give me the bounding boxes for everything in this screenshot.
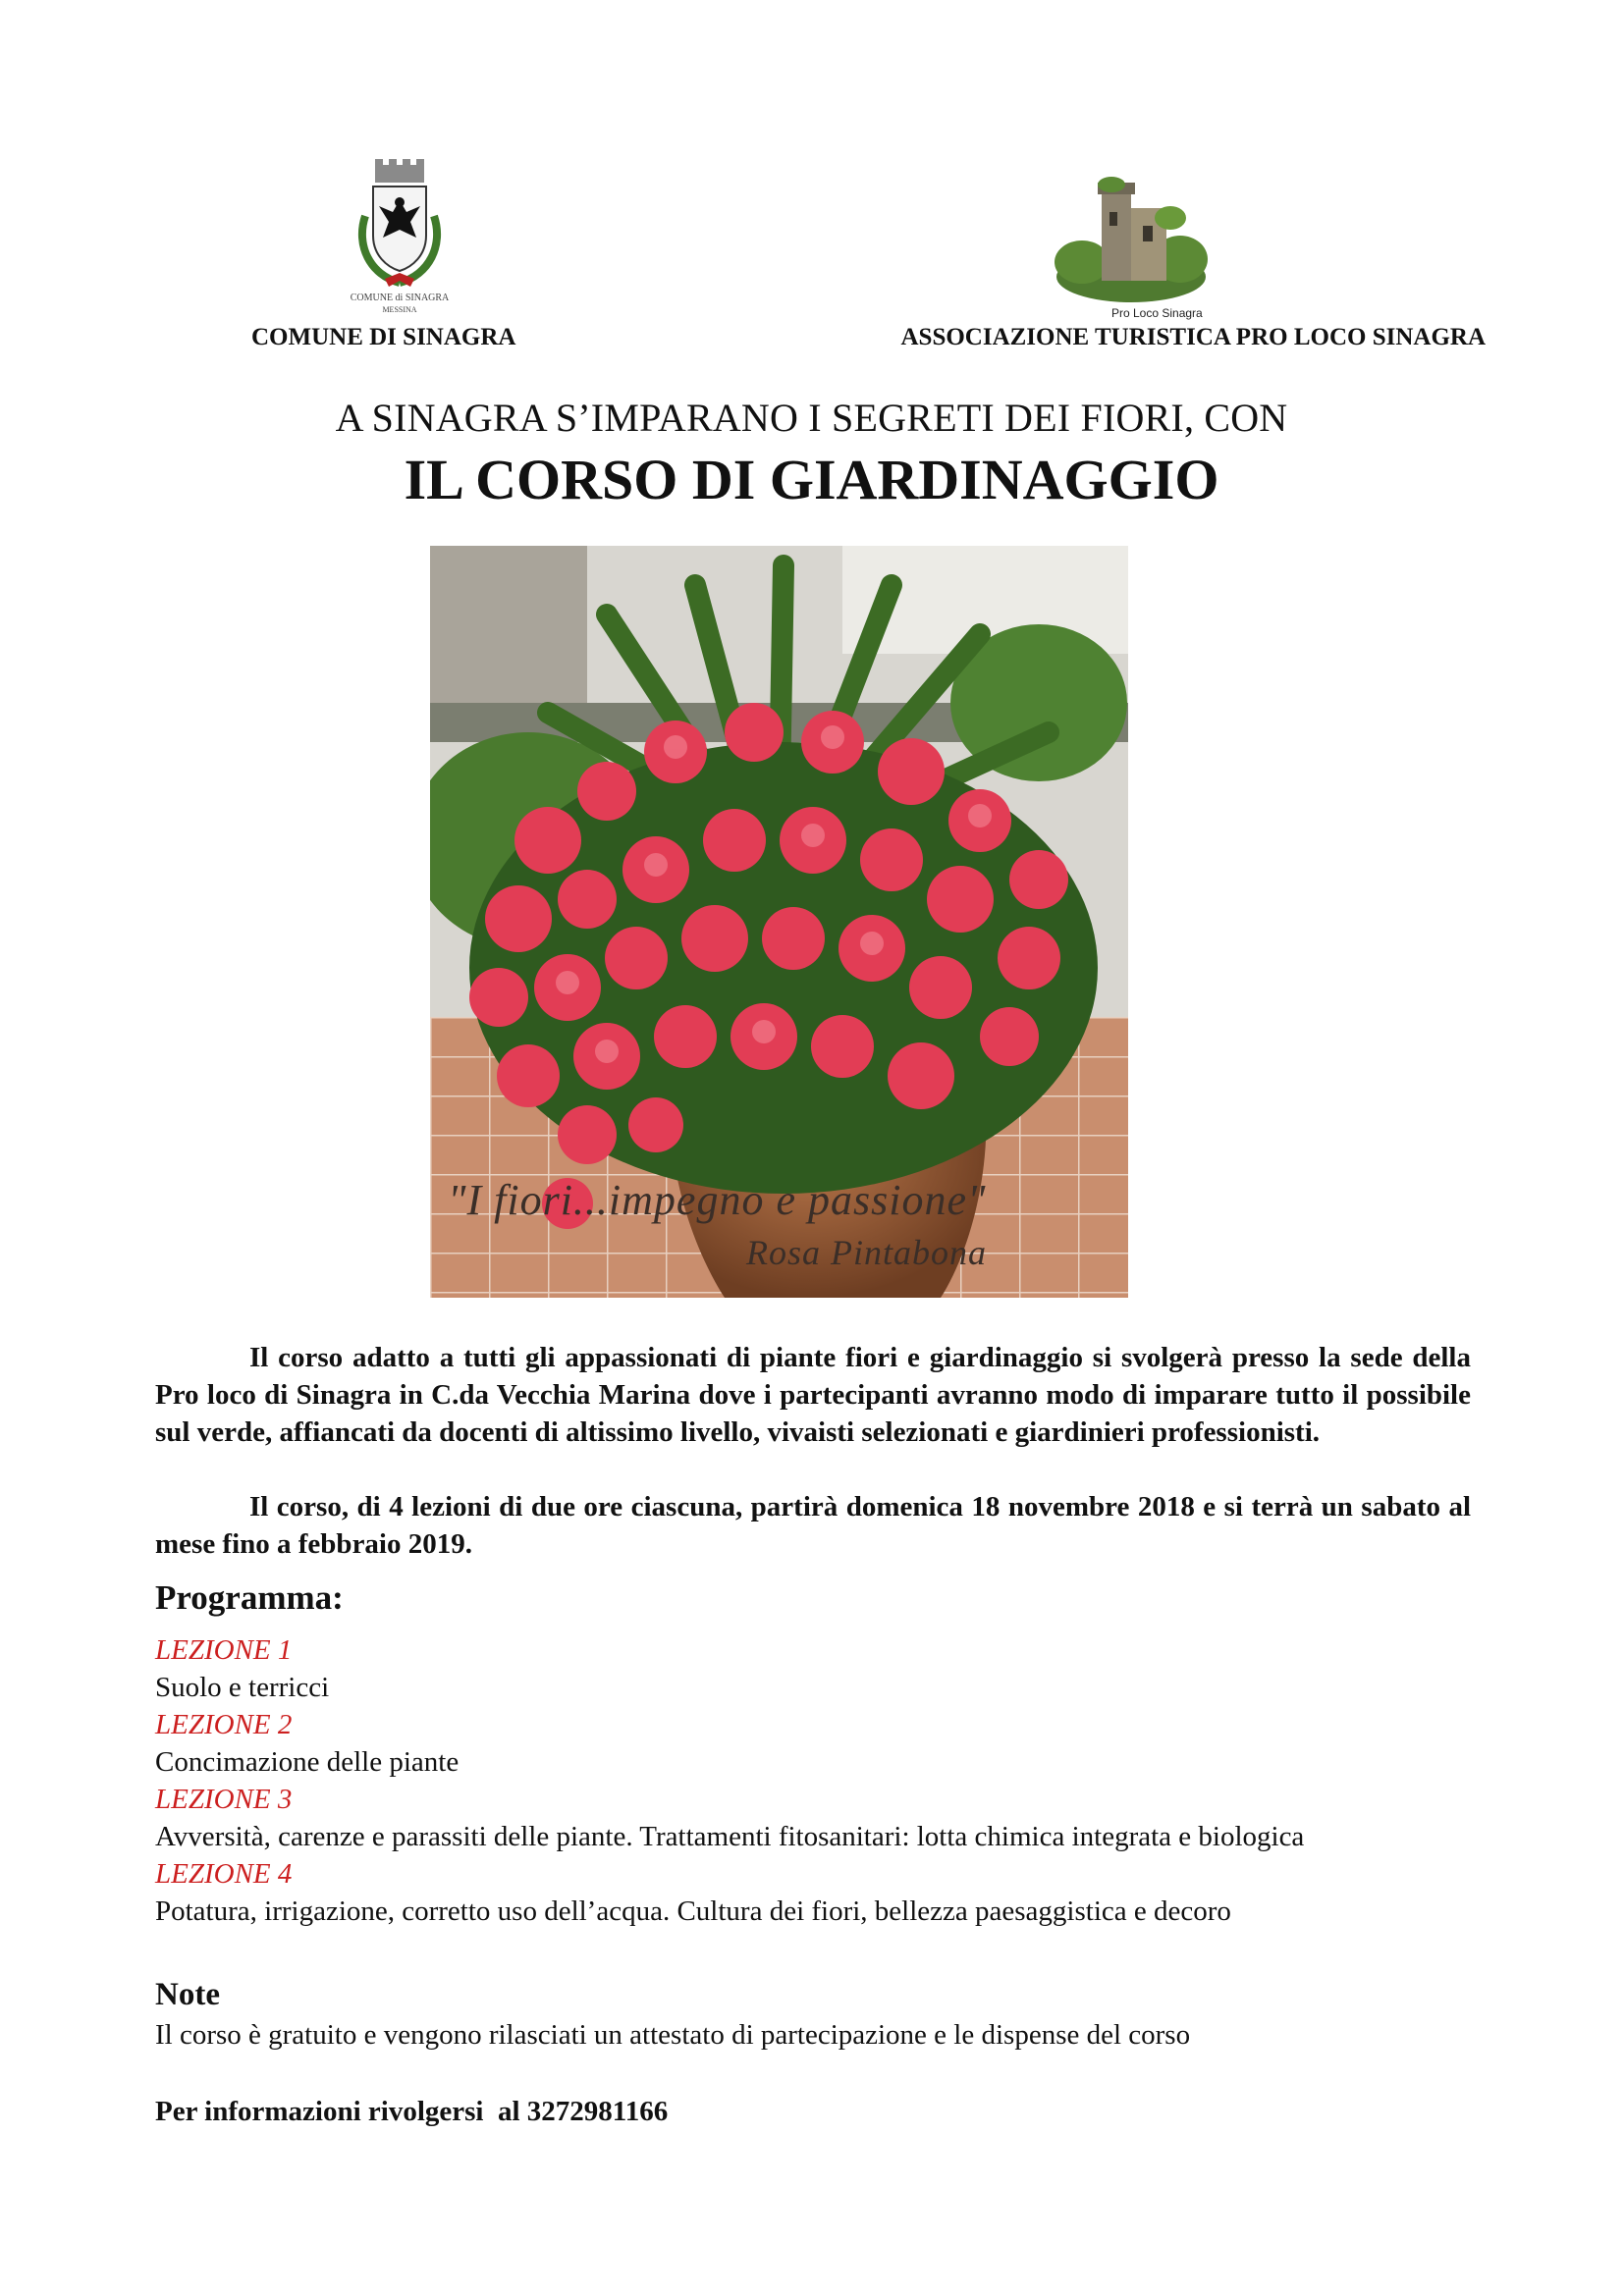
association-label: ASSOCIAZIONE TURISTICA PRO LOCO SINAGRA	[900, 324, 1486, 350]
note-heading: Note	[155, 1977, 220, 2012]
intro-paragraph-text: Il corso adatto a tutti gli appassionati di piante fiori e giardinaggio si svolgerà presso la sede della Pro loco di Sinagra in C.da Vecchia Marina dove i partecipanti avranno modo di imparare tutto il possibile sul verde, affiancati da docenti di altissimo livello, vivaisti selezionati e giardinieri professionisti.	[155, 1342, 1471, 1448]
photo-author: Rosa Pintabona	[746, 1233, 987, 1272]
intro-paragraph-text: Il corso, di 4 lezioni di due ore ciascuna, partirà domenica 18 novembre 2018 e si terrà un sabato al mese fino a febbraio 2019.	[155, 1491, 1471, 1560]
lesson-item	[155, 1855, 1471, 1930]
lesson-label: LEZIONE 1	[155, 1634, 293, 1666]
intro-paragraph	[155, 1339, 1471, 1451]
crest-caption-line1: COMUNE di SINAGRA	[350, 293, 450, 303]
crest-caption-line2: MESSINA	[382, 305, 417, 314]
pro-loco-tower-logo	[1053, 169, 1210, 306]
lesson-item	[155, 1781, 1471, 1855]
lesson-topic: Potatura, irrigazione, corretto uso dell’acqua. Cultura dei fiori, bellezza paesaggistica e decoro	[155, 1896, 1231, 1927]
note-text: Il corso è gratuito e vengono rilasciati un attestato di partecipazione e le dispense del corso	[155, 2019, 1191, 2051]
lesson-topic: Avversità, carenze e parassiti delle piante. Trattamenti fitosanitari: lotta chimica integrata e biologica	[155, 1821, 1305, 1852]
lesson-topic: Suolo e terricci	[155, 1672, 330, 1703]
lesson-list	[155, 1631, 1471, 1930]
page-title: IL CORSO DI GIARDINAGGIO	[404, 448, 1219, 511]
lesson-topic: Concimazione delle piante	[155, 1746, 460, 1778]
lesson-item	[155, 1706, 1471, 1781]
programma-heading: Programma:	[155, 1578, 344, 1617]
contact-info: Per informazioni rivolgersi al 3272981166	[155, 2096, 669, 2127]
headline: A SINAGRA S’IMPARANO I SEGRETI DEI FIORI, CON	[335, 396, 1288, 440]
comune-label: COMUNE DI SINAGRA	[251, 324, 516, 350]
lesson-label: LEZIONE 4	[155, 1858, 293, 1890]
lesson-label: LEZIONE 2	[155, 1709, 293, 1740]
pro-loco-caption: Pro Loco Sinagra	[1111, 306, 1203, 320]
intro-paragraph	[155, 1488, 1471, 1563]
photo-quote: "I fiori...impegno e passione"	[448, 1176, 987, 1224]
lesson-label: LEZIONE 3	[155, 1784, 293, 1815]
crest-caption	[324, 293, 475, 316]
lesson-item	[155, 1631, 1471, 1706]
